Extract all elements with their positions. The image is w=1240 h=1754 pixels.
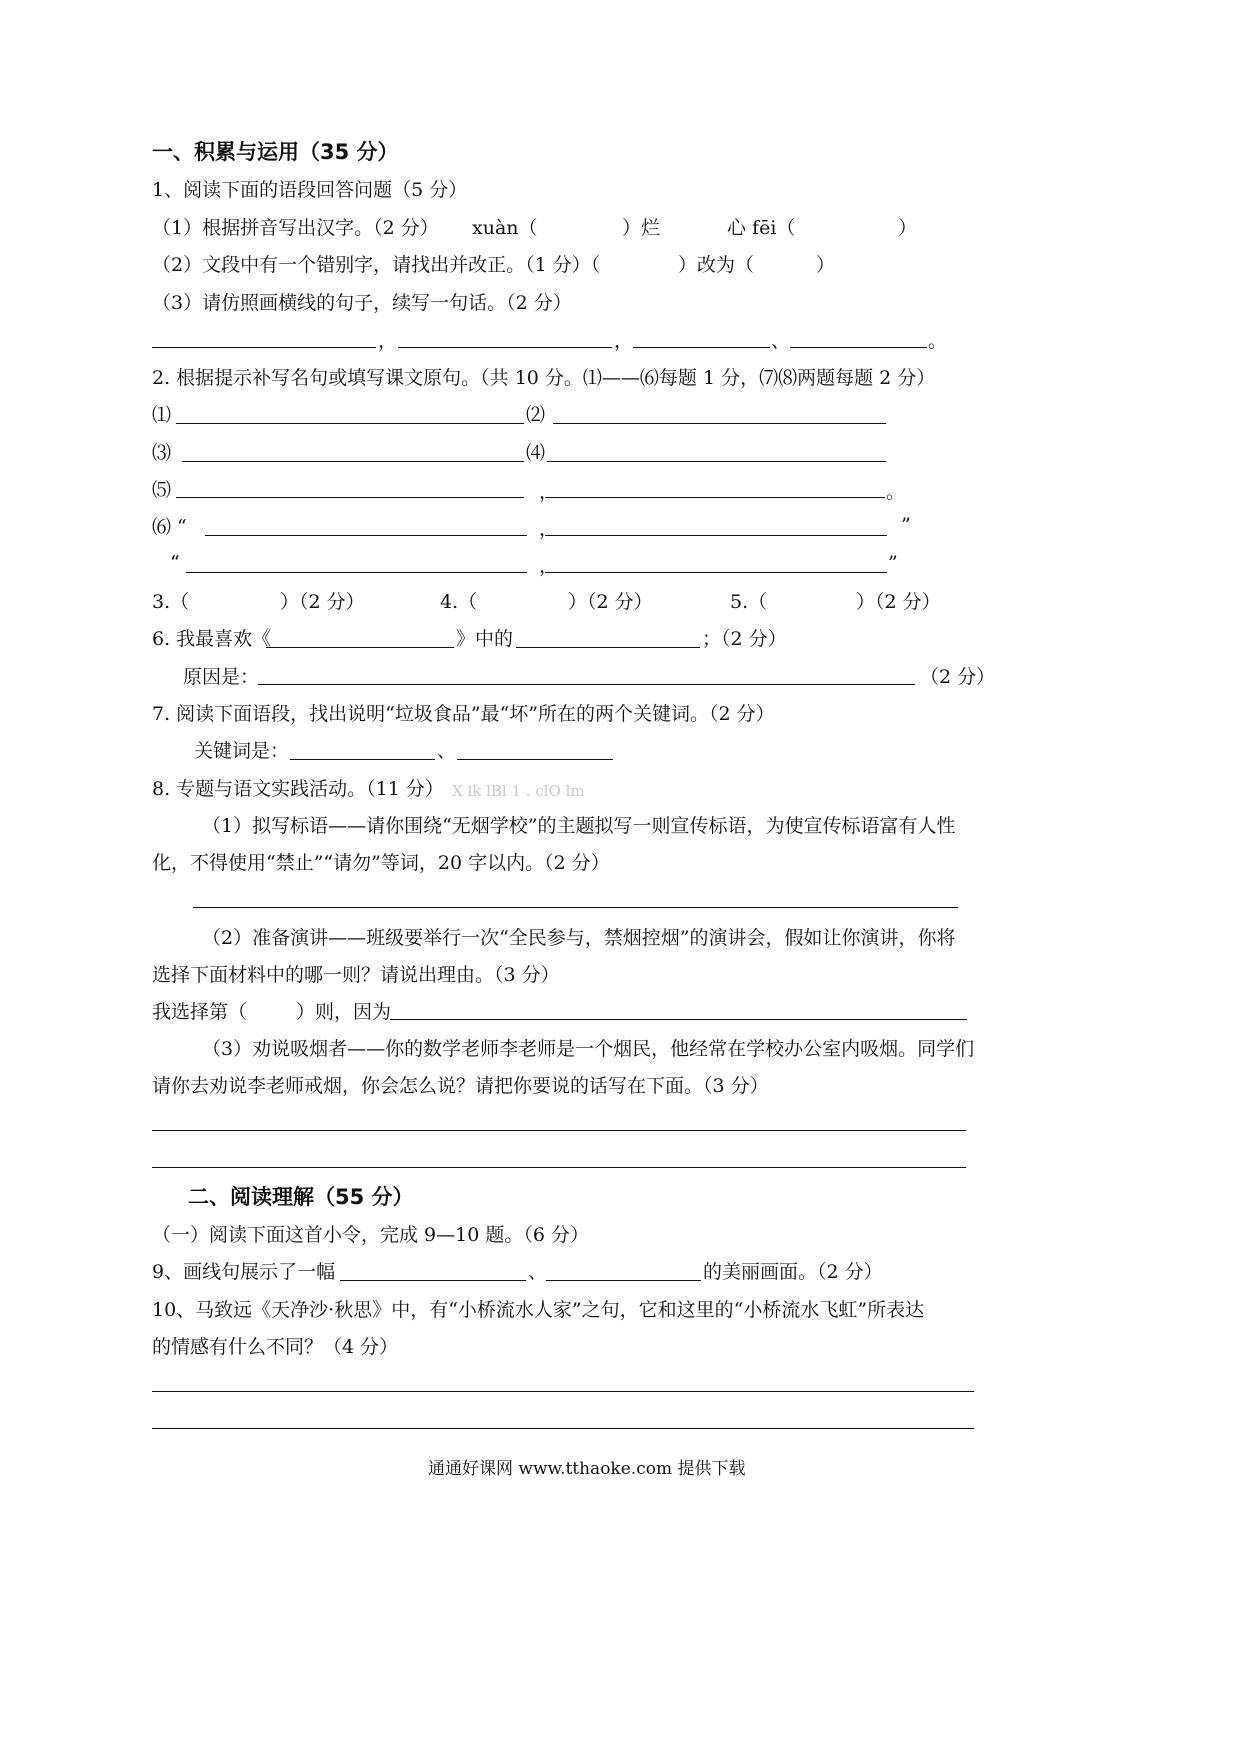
q5-score: ）（2 分）	[856, 591, 941, 613]
answer-line[interactable]	[152, 1130, 966, 1131]
answer-line[interactable]	[266, 647, 454, 648]
q7-dun: 、	[437, 740, 457, 762]
q1-period: 。	[928, 330, 948, 352]
answer-line[interactable]	[546, 1280, 701, 1281]
q1-pinyin-1-close: ）烂	[622, 217, 661, 239]
q8-part3-line1: （3）劝说吸烟者——你的数学老师李老师是一个烟民，他经常在学校办公室内吸烟。同学们	[202, 1038, 975, 1060]
q2-num-4: ⑷	[526, 442, 546, 464]
answer-line[interactable]	[152, 1428, 974, 1429]
q6-score: ；（2 分）	[702, 628, 787, 650]
section-1-title: 一、积累与运用（35 分）	[152, 140, 399, 164]
q1-pinyin-2-close: ）	[898, 217, 918, 239]
answer-line[interactable]	[258, 684, 915, 685]
q5-open: 5.（	[730, 591, 768, 613]
q2-num-2: ⑵	[526, 404, 546, 426]
q10-line2: 的情感有什么不同？（4 分）	[152, 1336, 399, 1358]
answer-line[interactable]	[182, 461, 524, 462]
answer-line[interactable]	[205, 535, 527, 536]
q2-num-1: ⑴	[152, 404, 172, 426]
answer-line[interactable]	[553, 423, 886, 424]
q6-reason-label: 原因是：	[183, 666, 260, 688]
answer-line[interactable]	[176, 423, 524, 424]
q2-num-5: ⑸	[152, 479, 172, 501]
q8-part2-line2: 选择下面材料中的哪一则？请说出理由。（3 分）	[152, 964, 560, 986]
q1-sub3: （3）请仿照画横线的句子，续写一句话。（2 分）	[152, 292, 572, 314]
answer-line[interactable]	[193, 907, 958, 908]
q2-num-6-line2-open: “	[170, 552, 180, 574]
answer-line[interactable]	[790, 347, 927, 348]
q3-score: ）（2 分）	[280, 591, 365, 613]
q9-dun: 、	[528, 1261, 548, 1283]
answer-line[interactable]	[186, 572, 527, 573]
answer-line[interactable]	[152, 1167, 966, 1168]
q1-comma-1: ，	[378, 330, 398, 352]
q2-num-6-close: ”	[901, 514, 911, 536]
q8-part1-line1: （1）拟写标语——请你围绕“无烟学校”的主题拟写一则宣传标语，为使宣传标语富有人性	[202, 815, 956, 837]
q2-num-6: ⑹ “	[152, 516, 187, 538]
answer-line[interactable]	[152, 1391, 974, 1392]
q9-suffix: 的美丽画面。（2 分）	[703, 1261, 883, 1283]
q1-sub2-change: ）改为（	[678, 254, 755, 276]
q1-sub1: （1）根据拼音写出汉字。（2 分）	[152, 217, 439, 239]
answer-line[interactable]	[516, 647, 700, 648]
q6-reason-score: （2 分）	[920, 666, 996, 688]
q8-part2-reason: ）则，因为	[296, 1001, 392, 1023]
q4-open: 4.（	[440, 591, 478, 613]
q8-part3-line2: 请你去劝说李老师戒烟，你会怎么说？请把你要说的话写在下面。（3 分）	[152, 1075, 769, 1097]
q6-middle: 》中的	[456, 628, 514, 650]
q1-sub2-close: ）	[816, 254, 836, 276]
q2-num-5-period: 。	[886, 481, 906, 503]
answer-line[interactable]	[545, 535, 887, 536]
page-footer: 通通好课网 www.tthaoke.com 提供下载	[428, 1459, 746, 1479]
answer-line[interactable]	[390, 1019, 967, 1020]
q8-stem: 8. 专题与语文实践活动。（11 分）	[152, 778, 444, 800]
answer-line[interactable]	[152, 347, 376, 348]
q8-part2-choice: 我选择第（	[152, 1001, 248, 1023]
q7-stem: 7. 阅读下面语段，找出说明“垃圾食品”最“坏”所在的两个关键词。（2 分）	[152, 703, 775, 725]
q1-pinyin-1: xuàn（	[472, 217, 538, 239]
reading-part-1: （一）阅读下面这首小令，完成 9—10 题。（6 分）	[152, 1224, 589, 1246]
answer-line[interactable]	[633, 347, 770, 348]
answer-line[interactable]	[176, 497, 524, 498]
answer-line[interactable]	[290, 759, 435, 760]
q2-num-3: ⑶	[152, 442, 172, 464]
q9-prefix: 9、画线句展示了一幅	[152, 1261, 336, 1283]
q8-part2-line1: （2）准备演讲——班级要举行一次“全民参与，禁烟控烟”的演讲会，假如让你演讲，你将	[202, 927, 956, 949]
q2-num-6-line2-close: ”	[888, 552, 898, 574]
q10-line1: 10、马致远《天净沙·秋思》中，有“小桥流水人家”之句，它和这里的“小桥流水飞虹”所表达	[152, 1299, 925, 1321]
q1-sub2: （2）文段中有一个错别字，请找出并改正。（1 分）（	[152, 254, 601, 276]
watermark-text: X lk lBl 1 . clO lm	[452, 782, 585, 800]
q1-pinyin-2: 心 fēi（	[727, 217, 796, 239]
answer-line[interactable]	[545, 497, 885, 498]
answer-line[interactable]	[340, 1280, 526, 1281]
q2-num-6-comma: ，	[539, 518, 559, 540]
answer-line[interactable]	[545, 572, 887, 573]
q6-prefix: 6. 我最喜欢《	[152, 628, 272, 650]
q8-part1-line2: 化，不得使用“禁止”“请勿”等词，20 字以内。（2 分）	[152, 852, 610, 874]
q1-dun: 、	[771, 330, 791, 352]
answer-line[interactable]	[457, 759, 613, 760]
q1-comma-2: ，	[614, 330, 634, 352]
q1-stem: 1、阅读下面的语段回答问题（5 分）	[152, 179, 468, 201]
q2-num-5-comma: ，	[539, 481, 559, 503]
q3-open: 3.（	[152, 591, 190, 613]
q2-stem: 2. 根据提示补写名句或填写课文原句。（共 10 分。⑴——⑹每题 1 分，⑺⑻两题每题 2 分）	[152, 367, 936, 389]
answer-line[interactable]	[547, 461, 886, 462]
answer-line[interactable]	[398, 347, 612, 348]
section-2-title: 二、阅读理解（55 分）	[188, 1185, 414, 1209]
q2-num-6-line2-comma: ，	[539, 555, 559, 577]
q7-keyword-label: 关键词是：	[194, 740, 290, 762]
q4-score: ）（2 分）	[568, 591, 653, 613]
